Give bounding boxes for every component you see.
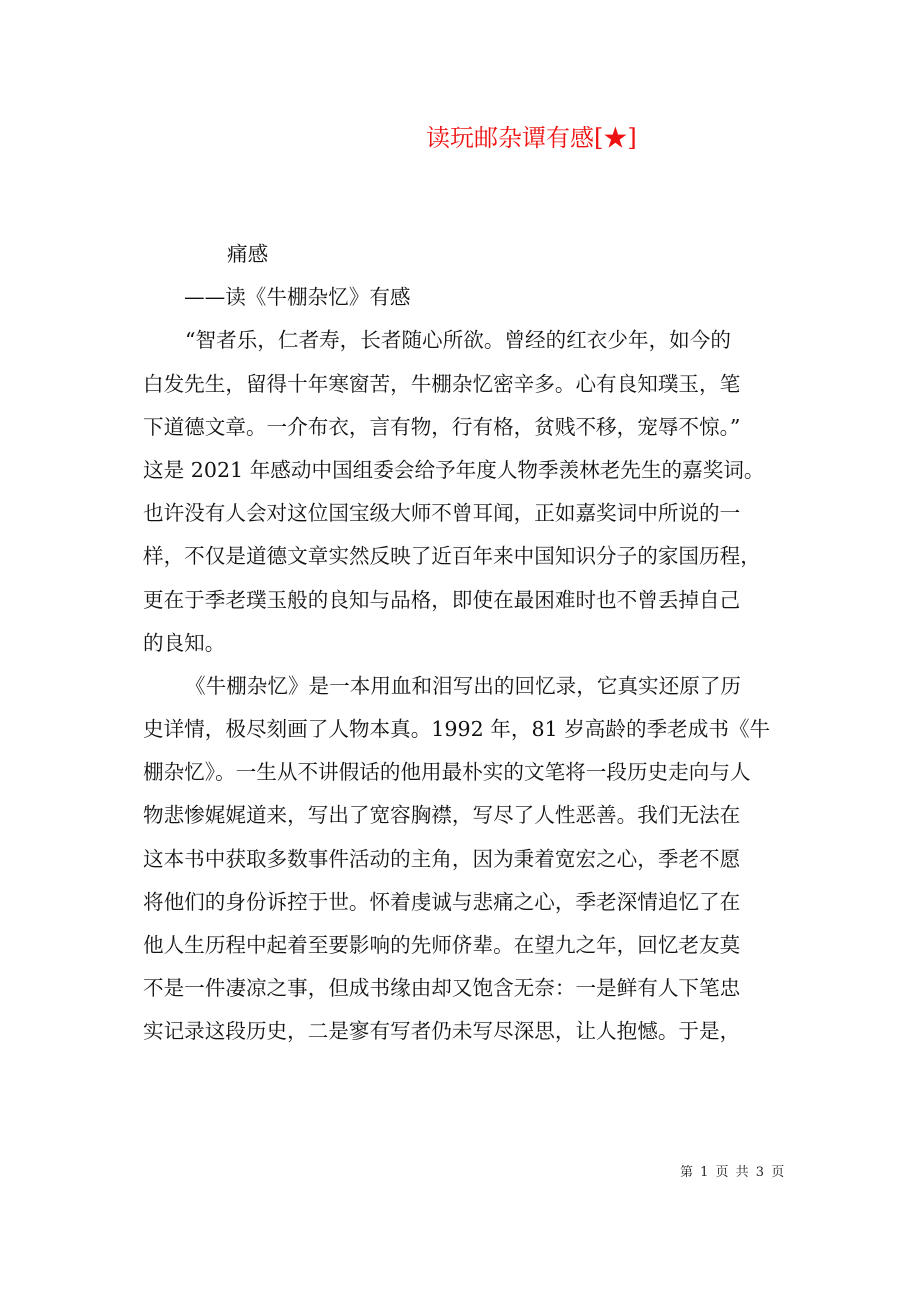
paragraph-line: 将他们的身份诉控于世。怀着虔诚与悲痛之心，季老深情追忆了在 [143,889,741,914]
byline: ——读《牛棚杂忆》有感 [184,285,411,310]
document-title: 读玩邮杂谭有感[★] [426,124,637,152]
paragraph-line: 也许没有人会对这位国宝级大师不曾耳闻，正如嘉奖词中所说的一 [143,501,741,526]
paragraph-line: 《牛棚杂忆》是一本用血和泪写出的回忆录，它真实还原了历 [185,673,742,698]
paragraph-line: 下道德文章。一介布衣，言有物，行有格，贫贱不移，宠辱不惊。” [143,414,741,439]
paragraph-1 [143,319,779,665]
subtitle: 痛感 [227,242,269,266]
paragraph-line: 的良知。 [143,630,226,655]
paragraph-line: 样，不仅是道德文章实然反映了近百年来中国知识分子的家国历程， [143,544,761,569]
paragraph-line: 白发先生，留得十年寒窗苦，牛棚杂忆密辛多。心有良知璞玉，笔 [143,371,741,396]
paragraph-line: 他人生历程中起着至要影响的先师侪辈。在望九之年，回忆老友莫 [143,933,741,957]
paragraph-line: 史详情，极尽刻画了人物本真。1992 年，81 岁高龄的季老成书《牛 [143,717,771,742]
paragraph-line: 更在于季老璞玉般的良知与品格，即使在最困难时也不曾丢掉自己 [143,587,741,612]
page-number-footer: 第 1 页 共 3 页 [680,1165,785,1180]
paragraph-line: 实记录这段历史，二是寥有写者仍未写尽深思，让人抱憾。于是， [143,1019,741,1044]
paragraph-line: “智者乐，仁者寿，长者随心所欲。曾经的红衣少年，如今的 [185,328,731,353]
paragraph-line: 这是 2021 年感动中国组委会给予年度人物季羡林老先生的嘉奖词。 [143,457,765,482]
paragraph-line: 不是一件凄凉之事，但成书缘由却又饱含无奈：一是鲜有人下笔忠 [143,976,741,1001]
paragraph-line: 棚杂忆》。一生从不讲假话的他用最朴实的文笔将一段历史走向与人 [143,760,751,785]
document-body [143,233,779,1054]
paragraph-line: 物悲惨娓娓道来，写出了宽容胸襟，写尽了人性恶善。我们无法在 [143,803,741,828]
paragraph-line: 这本书中获取多数事件活动的主角，因为秉着宽宏之心，季老不愿 [143,846,741,871]
paragraph-2 [143,665,779,1054]
